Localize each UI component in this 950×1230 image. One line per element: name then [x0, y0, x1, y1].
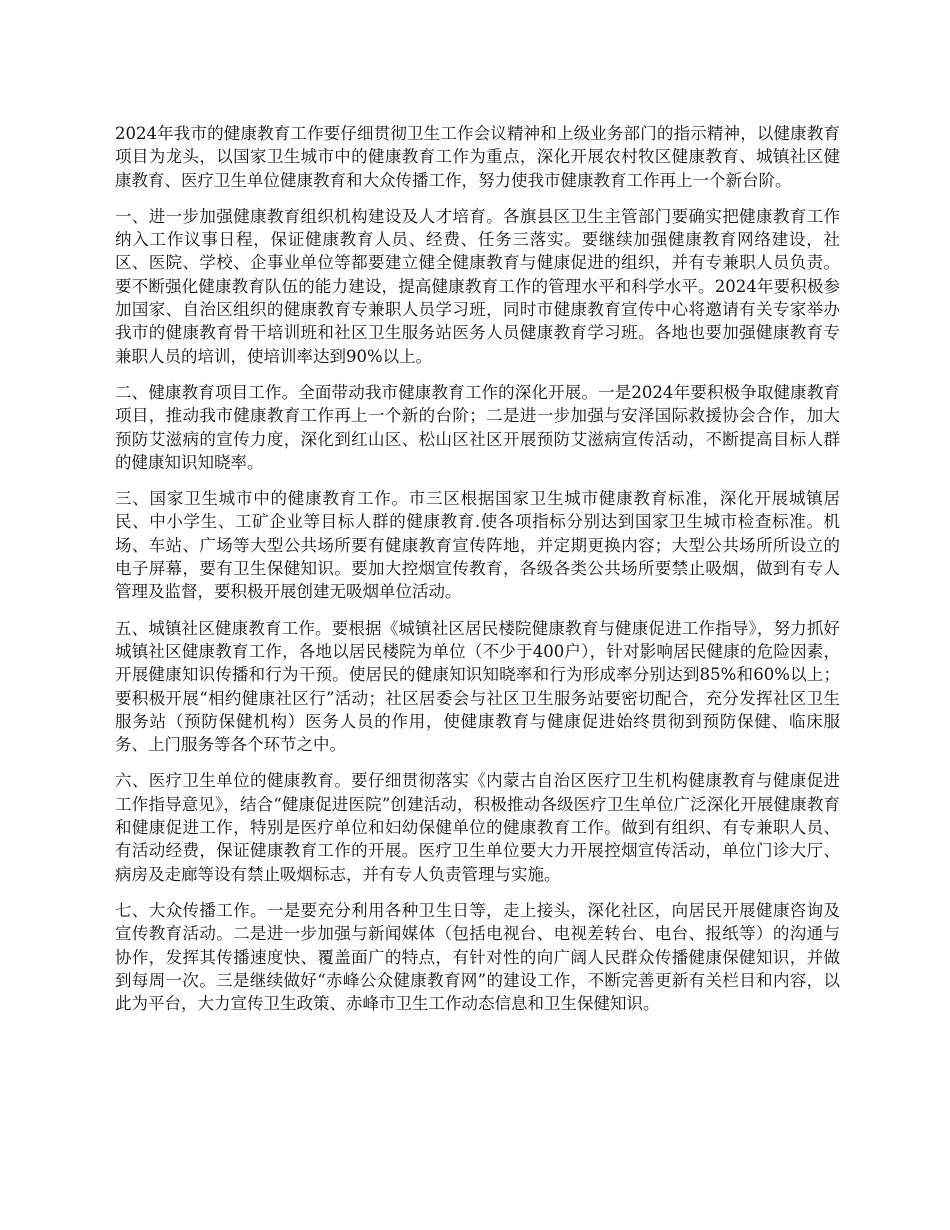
paragraph-section-7: 七、大众传播工作。一是要充分利用各种卫生日等，走上接头，深化社区，向居民开展健康咨询及宣传教育活动。二是进一步加强与新闻媒体（包括电视台、电视差转台、电台、报纸等）的沟通与协作，发挥其传播速度快、覆盖面广的特点，有针对性的向广阔人民群众传播健康保健知识，并做到每周一次。三是继续做好“赤峰公众健康教育网”的建设工作，不断完善更新有关栏目和内容，以此为平台，大力宣传卫生政策、赤峰市卫生工作动态信息和卫生保健知识。 [115, 900, 840, 1014]
paragraph-section-1: 一、进一步加强健康教育组织机构建设及人才培育。各旗县区卫生主管部门要确实把健康教育工作纳入工作议事日程，保证健康教育人员、经费、任务三落实。要继续加强健康教育网络建设，社区、医院、学校、企事业单位等都要建立健全健康教育与健康促进的组织，并有专兼职人员负责。要不断强化健康教育队伍的能力建设，提高健康教育工作的管理水平和科学水平。2024年要积极参加国家、自治区组织的健康教育专兼职人员学习班，同时市健康教育宣传中心将邀请有关专家举办我市的健康教育骨干培训班和社区卫生服务站医务人员健康教育学习班。各地也要加强健康教育专兼职人员的培训，使培训率达到90%以上。 [115, 206, 840, 366]
document-body [115, 122, 840, 1028]
paragraph-section-2: 二、健康教育项目工作。全面带动我市健康教育工作的深化开展。一是2024年要积极争取健康教育项目，推动我市健康教育工作再上一个新的台阶；二是进一步加强与安泽国际救援协会合作，加大预防艾滋病的宣传力度，深化到红山区、松山区社区开展预防艾滋病宣传活动，不断提高目标人群的健康知识知晓率。 [115, 382, 840, 472]
paragraph-intro: 2024年我市的健康教育工作要仔细贯彻卫生工作会议精神和上级业务部门的指示精神，以健康教育项目为龙头，以国家卫生城市中的健康教育工作为重点，深化开展农村牧区健康教育、城镇社区健康教育、医疗卫生单位健康教育和大众传播工作，努力使我市健康教育工作再上一个新台阶。 [115, 124, 840, 190]
paragraph-section-6: 六、医疗卫生单位的健康教育。要仔细贯彻落实《内蒙古自治区医疗卫生机构健康教育与健康促进工作指导意见》，结合“健康促进医院”创建活动，积极推动各级医疗卫生单位广泛深化开展健康教育和健康促进工作，特别是医疗单位和妇幼保健单位的健康教育工作。做到有组织、有专兼职人员、有活动经费，保证健康教育工作的开展。医疗卫生单位要大力开展控烟宣传活动，单位门诊大厅、病房及走廊等设有禁止吸烟标志，并有专人负责管理与实施。 [115, 771, 840, 884]
paragraph-section-5: 五、城镇社区健康教育工作。要根据《城镇社区居民楼院健康教育与健康促进工作指导》，努力抓好城镇社区健康教育工作，各地以居民楼院为单位（不少于400户），针对影响居民健康的危险因素，开展健康知识传播和行为干预。使居民的健康知识知晓率和行为形成率分别达到85%和60%以上；要积极开展“相约健康社区行”活动；社区居委会与社区卫生服务站要密切配合，充分发挥社区卫生服务站（预防保健机构）医务人员的作用，使健康教育与健康促进始终贯彻到预防保健、临床服务、上门服务等各个环节之中。 [115, 618, 840, 755]
paragraph-section-3: 三、国家卫生城市中的健康教育工作。市三区根据国家卫生城市健康教育标准，深化开展城镇居民、中小学生、工矿企业等目标人群的健康教育.使各项指标分别达到国家卫生城市检查标准。机场、车站、广场等大型公共场所要有健康教育宣传阵地，并定期更换内容；大型公共场所所设立的电子屏幕，要有卫生保健知识。要加大控烟宣传教育，各级各类公共场所要禁止吸烟，做到有专人管理及监督，要积极开展创建无吸烟单位活动。 [115, 489, 840, 602]
